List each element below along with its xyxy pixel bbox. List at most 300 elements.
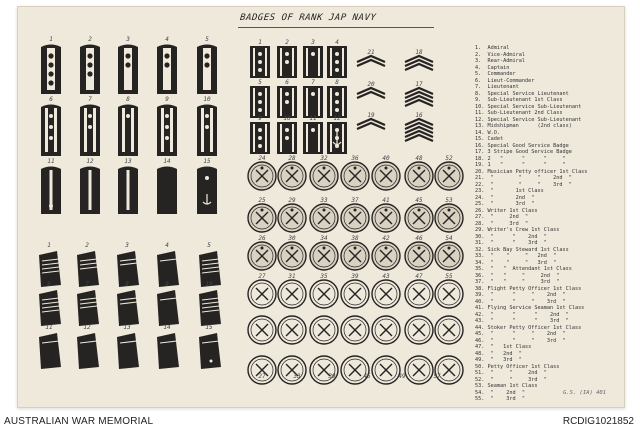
trade-badge — [341, 204, 369, 232]
shoulder-board-stripe — [170, 108, 173, 152]
sleeve-cuff-body — [157, 290, 179, 326]
shoulder-board-stripe — [210, 108, 213, 152]
legend-line: 13. Midshipman (2nd class) — [475, 123, 572, 129]
badge-number: 40 — [382, 155, 390, 162]
cherry-blossom-icon — [448, 167, 451, 170]
trade-badge — [341, 242, 369, 270]
badge-number: 11 — [309, 115, 317, 122]
badge-number: 7 — [88, 96, 92, 103]
cherry-blossom-icon — [418, 167, 421, 170]
collar-patch — [250, 122, 270, 154]
footer-credit: AUSTRALIAN WAR MEMORIAL — [4, 416, 154, 427]
cherry-blossom-icon — [354, 209, 357, 212]
rank-star-icon — [165, 114, 169, 118]
rank-star-icon — [165, 125, 169, 129]
trade-badge — [278, 316, 306, 344]
sleeve-cuff — [199, 333, 221, 369]
cherry-blossom-icon — [323, 167, 326, 170]
trade-badge — [405, 356, 433, 384]
badge-number: 3 — [311, 39, 315, 46]
badge-number: 11 — [45, 324, 53, 331]
badge-number: 5 — [207, 242, 211, 249]
legend-line: 18. 2 " " " " — [475, 155, 566, 162]
chevron-badge — [357, 56, 385, 66]
badge-number: 16 — [415, 112, 423, 119]
trade-badge — [310, 204, 338, 232]
badge-number: 7 — [85, 281, 89, 288]
shoulder-board-stripe — [45, 108, 48, 152]
badge-number: 12 — [83, 324, 91, 331]
cherry-blossom-icon — [291, 167, 294, 170]
cherry-blossom-icon — [448, 247, 451, 250]
rank-star-icon — [87, 53, 92, 58]
badge-number: 15 — [205, 324, 213, 331]
rank-star-icon — [335, 92, 339, 96]
badge-number: 30 — [288, 235, 296, 242]
cherry-blossom-icon — [291, 247, 294, 250]
legend-line: 5. Commander — [475, 71, 516, 77]
badge-number: 48 — [415, 155, 423, 162]
rank-star-icon — [258, 52, 262, 56]
document-title: BADGES OF RANK JAP NAVY — [239, 13, 377, 23]
badge-number: 33 — [320, 197, 328, 204]
legend-line: 44. Stoker Petty Officer 1st Class — [475, 324, 582, 331]
legend-line: 52. " " 3rd " — [475, 376, 547, 383]
sleeve-cuff — [157, 333, 179, 369]
button-icon — [210, 360, 213, 363]
trade-badge — [248, 316, 276, 344]
badge-number: 34 — [320, 235, 328, 242]
rank-star-icon — [258, 68, 262, 72]
shoulder-board-body — [157, 167, 177, 215]
rank-star-icon — [258, 108, 262, 112]
trade-badge — [341, 280, 369, 308]
sleeve-cuff — [39, 333, 61, 369]
shoulder-board-body — [41, 105, 61, 157]
legend-line: 2. Vice-Admiral — [475, 51, 525, 58]
badge-number: 9 — [165, 96, 169, 103]
sleeve-cuff — [199, 290, 221, 326]
rank-star-icon — [87, 71, 92, 76]
legend-line: 27. " 2nd " — [475, 214, 529, 220]
shoulder-board-body — [197, 105, 217, 157]
legend-line: 4. Captain — [475, 64, 510, 71]
trade-badge — [435, 316, 463, 344]
shoulder-board-body — [118, 105, 138, 157]
collar-patch — [277, 46, 297, 78]
legend-line: 34. " " " 3rd " — [475, 259, 557, 266]
badge-number: 8 — [125, 281, 129, 288]
rank-star-icon — [335, 60, 339, 64]
trade-badge — [372, 356, 400, 384]
legend-line: 39. " " " 2nd " — [475, 292, 566, 298]
trade-badge — [405, 316, 433, 344]
shoulder-board — [80, 45, 100, 95]
cherry-blossom-icon — [448, 209, 451, 212]
cherry-blossom-icon — [385, 209, 388, 212]
trade-badge — [248, 162, 276, 190]
shoulder-board — [118, 167, 138, 215]
legend-line: 32. Sick Bay Steward 1st Class — [475, 246, 569, 253]
collar-patch — [327, 86, 347, 118]
badge-number: 39 — [351, 273, 359, 280]
shoulder-board — [41, 45, 61, 95]
legend-line: 31. " " 3rd " — [475, 240, 547, 246]
badge-number: 1 — [258, 39, 262, 46]
trade-badge — [278, 204, 306, 232]
collar-patch — [303, 122, 323, 154]
badge-number: 21 — [367, 49, 375, 56]
legend-line: 11. Sub-Lieutenant 2nd Class — [475, 110, 563, 116]
badge-number: 29 — [288, 197, 296, 204]
badge-number: 9 — [258, 115, 262, 122]
rank-star-icon — [48, 62, 53, 67]
sleeve-cuff-body — [157, 333, 179, 369]
trade-badge — [310, 316, 338, 344]
reference-mark: G.S. (IA) 401 — [563, 390, 607, 396]
rank-star-icon — [49, 136, 53, 140]
sleeve-cuff-body — [39, 333, 61, 369]
rank-star-icon — [258, 144, 262, 148]
chevron-badge — [405, 88, 433, 106]
rank-star-icon — [258, 60, 262, 64]
trade-badge — [248, 204, 276, 232]
legend-line: 38. Flight Petty Officer 1st Class — [475, 285, 582, 292]
shoulder-board — [157, 105, 177, 157]
legend-list — [475, 45, 625, 403]
badge-number: 27 — [258, 273, 266, 280]
legend-line: 37. " " " 3rd " — [475, 279, 560, 285]
shoulder-board-stripe — [54, 108, 57, 152]
rank-star-icon — [285, 60, 289, 64]
legend-line: 45. " " " 2nd " — [475, 331, 566, 337]
badge-number: 24 — [258, 155, 266, 162]
rank-star-icon — [285, 92, 289, 96]
collar-patch — [277, 86, 297, 118]
legend-line: 41. Flying Service Seaman 1st Class — [475, 305, 585, 311]
cherry-blossom-icon — [261, 209, 264, 212]
shoulder-board — [41, 105, 61, 157]
rank-star-icon — [335, 52, 339, 56]
rank-star-icon — [258, 92, 262, 96]
collar-patch — [277, 122, 297, 154]
trade-badge — [310, 280, 338, 308]
rank-star-icon — [335, 68, 339, 72]
legend-line: 9. Sub-Lieutenant 1st Class — [475, 97, 563, 103]
trade-badge — [372, 242, 400, 270]
rank-star-icon — [285, 100, 289, 104]
badge-number: 42 — [382, 235, 390, 242]
badge-number: 12 — [333, 115, 341, 122]
badge-number: 1 — [47, 242, 51, 249]
badge-number: 39 — [328, 373, 336, 380]
legend-line: 10. Special Service Sub-Lieutenant — [475, 103, 582, 110]
legend-line: 53. Seaman 1st Class — [475, 383, 538, 389]
rank-star-icon — [125, 53, 130, 58]
rank-star-icon — [204, 62, 209, 67]
rank-star-icon — [165, 136, 169, 140]
chevron-badge — [357, 88, 385, 98]
trade-badge — [435, 242, 463, 270]
cherry-blossom-icon — [291, 209, 294, 212]
rank-star-icon — [311, 128, 315, 132]
badge-number: 6 — [285, 79, 289, 86]
trade-badge — [372, 280, 400, 308]
legend-line: 7. Lieutenant — [475, 84, 519, 90]
shoulder-board-stripe — [89, 170, 92, 210]
rank-star-icon — [258, 136, 262, 140]
legend-line: 50. Petty Officer 1st Class — [475, 363, 560, 370]
shoulder-board-stripe — [122, 108, 125, 152]
cherry-blossom-icon — [261, 247, 264, 250]
trade-badge — [278, 242, 306, 270]
cherry-blossom-icon — [385, 167, 388, 170]
badge-number: 20 — [367, 81, 375, 88]
shoulder-board — [157, 45, 177, 95]
badge-number: 54 — [445, 235, 453, 242]
badge-number: 26 — [258, 235, 266, 242]
rank-star-icon — [48, 71, 53, 76]
rank-star-icon — [311, 92, 315, 96]
badge-number: 14 — [163, 158, 171, 165]
legend-line: 23. " 1st Class — [475, 188, 544, 194]
trade-badge — [278, 356, 306, 384]
rank-star-icon — [125, 62, 130, 67]
shoulder-board-stripe — [161, 108, 164, 152]
sleeve-cuff — [77, 333, 99, 369]
badge-number: 17 — [415, 81, 423, 88]
cherry-blossom-icon — [354, 167, 357, 170]
rank-star-icon — [87, 62, 92, 67]
badge-number: 9 — [165, 281, 169, 288]
badge-number: 6 — [49, 96, 53, 103]
badge-number: 10 — [205, 281, 213, 288]
badge-number: 10 — [203, 96, 211, 103]
rank-star-icon — [164, 62, 169, 67]
badge-number: 57 — [433, 373, 441, 380]
rank-star-icon — [88, 114, 92, 118]
legend-line: 30. " " 2nd " — [475, 233, 547, 240]
collar-patch — [327, 122, 347, 154]
badge-number: 19 — [367, 112, 375, 119]
trade-badge — [435, 204, 463, 232]
badge-number: 4 — [335, 39, 339, 46]
rank-star-icon — [88, 125, 92, 129]
cherry-blossom-icon — [261, 167, 264, 170]
badge-number: 4 — [165, 36, 169, 43]
legend-line: 17. 3 Stripe Good Service Badge — [475, 149, 572, 155]
shoulder-board — [80, 167, 100, 215]
shoulder-board-body — [197, 167, 217, 215]
collar-patch — [327, 46, 347, 78]
badge-number: 5 — [258, 79, 262, 86]
legend-line: 55. " 3rd " — [475, 396, 525, 402]
badge-number: 8 — [126, 96, 130, 103]
sleeve-cuff — [39, 290, 61, 326]
badge-number: 38 — [351, 235, 359, 242]
trade-badge — [435, 162, 463, 190]
badge-number: 2 — [285, 39, 289, 46]
badge-number: 36 — [351, 155, 359, 162]
rank-star-icon — [49, 204, 53, 208]
legend-line: 24. " 2nd " — [475, 194, 535, 201]
shoulder-board — [197, 105, 217, 157]
chevron-badge — [405, 56, 433, 70]
legend-line: 12. Special Service Sub-Lieutenant — [475, 116, 582, 123]
rank-star-icon — [49, 125, 53, 129]
shoulder-board-stripe — [131, 108, 134, 152]
badge-number: 18 — [415, 49, 423, 56]
legend-line: 25. " 3rd " — [475, 201, 535, 207]
shoulder-board-stripe — [84, 108, 87, 152]
badge-number: 55 — [445, 273, 453, 280]
badge-number: 6 — [47, 281, 51, 288]
legend-line: 46. " " " 3rd " — [475, 337, 566, 344]
shoulder-board — [41, 167, 61, 215]
rank-star-icon — [258, 128, 262, 132]
legend-line: 8. Special Service Lieutenant — [475, 90, 569, 97]
badge-number: 33 — [293, 373, 301, 380]
trade-badge — [372, 162, 400, 190]
legend-line: 33. " " " 2nd " — [475, 253, 557, 259]
badge-number: 53 — [445, 197, 453, 204]
badge-number: 8 — [335, 79, 339, 86]
rank-star-icon — [335, 108, 339, 112]
shoulder-board-body — [80, 105, 100, 157]
trade-badge — [341, 316, 369, 344]
sleeve-cuff-body — [117, 290, 139, 326]
shoulder-board — [157, 167, 177, 215]
trade-badge — [248, 242, 276, 270]
badge-number: 46 — [415, 235, 423, 242]
legend-line: 21. " " " 2nd " — [475, 175, 572, 181]
badge-number: 14 — [163, 324, 171, 331]
trade-badge — [435, 280, 463, 308]
badge-number: 11 — [47, 158, 55, 165]
rank-star-icon — [335, 100, 339, 104]
rank-star-icon — [48, 80, 53, 85]
badge-number: 28 — [288, 155, 296, 162]
shoulder-board-stripe — [127, 170, 130, 210]
badge-number: 27 — [258, 373, 266, 380]
badge-number: 2 — [85, 242, 89, 249]
legend-line: 42. " " " 2nd " — [475, 311, 569, 318]
badge-number: 13 — [123, 324, 131, 331]
shoulder-board-body — [157, 105, 177, 157]
sleeve-cuff — [77, 290, 99, 326]
badge-number: 43 — [382, 273, 390, 280]
trade-badge — [405, 242, 433, 270]
rank-star-icon — [285, 128, 289, 132]
sleeve-cuff — [157, 290, 179, 326]
rank-star-icon — [258, 100, 262, 104]
trade-badge — [310, 162, 338, 190]
trade-badge — [405, 162, 433, 190]
cherry-blossom-icon — [323, 247, 326, 250]
footer-bar — [0, 414, 640, 432]
badge-number: 35 — [320, 273, 328, 280]
badge-number: 25 — [258, 197, 266, 204]
shoulder-board — [118, 45, 138, 95]
legend-line: 14. W.O. — [475, 129, 500, 136]
rank-star-icon — [285, 52, 289, 56]
cherry-blossom-icon — [323, 209, 326, 212]
badge-number: 49 — [398, 373, 406, 380]
badge-number: 7 — [311, 79, 315, 86]
collar-patch — [250, 46, 270, 78]
badge-number: 15 — [203, 158, 211, 165]
badge-number: 37 — [351, 197, 359, 204]
button-icon — [205, 176, 209, 180]
trade-badge — [405, 204, 433, 232]
rank-star-icon — [164, 53, 169, 58]
legend-line: 29. Writer's Crew 1st Class — [475, 227, 560, 233]
legend-line: 51. " " 2nd " — [475, 370, 547, 376]
legend-line: 28. " 3rd " — [475, 220, 529, 227]
shoulder-board-stripe — [93, 108, 96, 152]
rank-star-icon — [311, 52, 315, 56]
badge-number: 3 — [126, 36, 130, 43]
trade-badge — [310, 242, 338, 270]
trade-badge — [405, 280, 433, 308]
shoulder-board — [118, 105, 138, 157]
trade-badge — [278, 280, 306, 308]
legend-line: 49. " 3rd " — [475, 357, 522, 363]
sleeve-cuff — [117, 290, 139, 326]
footer-record-id: RCDIG1021852 — [562, 416, 634, 427]
shoulder-board — [80, 105, 100, 157]
shoulder-board-stripe — [201, 108, 204, 152]
badge-number: 4 — [165, 242, 169, 249]
legend-line: 6. Lieut-Commander — [475, 77, 535, 84]
trade-badge — [278, 162, 306, 190]
rank-star-icon — [205, 125, 209, 129]
badge-number: 41 — [382, 197, 390, 204]
rank-star-icon — [204, 53, 209, 58]
rank-star-icon — [49, 114, 53, 118]
legend-line: 26. Writer 1st Class — [475, 207, 538, 214]
badge-number: 31 — [288, 273, 296, 280]
trade-badge — [372, 204, 400, 232]
legend-line: 22. " " " 3rd " — [475, 181, 572, 188]
badge-number: 45 — [415, 197, 423, 204]
badge-number: 32 — [320, 155, 328, 162]
badge-number: 13 — [124, 158, 132, 165]
shoulder-board — [197, 45, 217, 95]
badge-number: 45 — [363, 373, 371, 380]
badge-number: 5 — [205, 36, 209, 43]
trade-badge — [341, 162, 369, 190]
badge-number: 10 — [283, 115, 291, 122]
badge-number: 12 — [86, 158, 94, 165]
collar-patch — [303, 46, 323, 78]
legend-line: 3. Rear-Admiral — [475, 58, 525, 64]
badge-number: 1 — [49, 36, 53, 43]
legend-line: 43. " " " 3rd " — [475, 318, 569, 324]
legend-line: 35. " " Attendant 1st Class — [475, 266, 572, 272]
cherry-blossom-icon — [385, 247, 388, 250]
legend-line: 47. " 1st Class — [475, 344, 532, 350]
legend-line: 36. " " " 2nd " — [475, 272, 560, 279]
legend-line: 48. " 2nd " — [475, 350, 522, 357]
chevron-badge — [405, 119, 433, 141]
rank-star-icon — [205, 114, 209, 118]
badge-number: 47 — [415, 273, 423, 280]
badge-number: 3 — [125, 242, 129, 249]
rank-star-icon — [126, 114, 130, 118]
collar-patch — [303, 86, 323, 118]
badge-number: 2 — [88, 36, 92, 43]
